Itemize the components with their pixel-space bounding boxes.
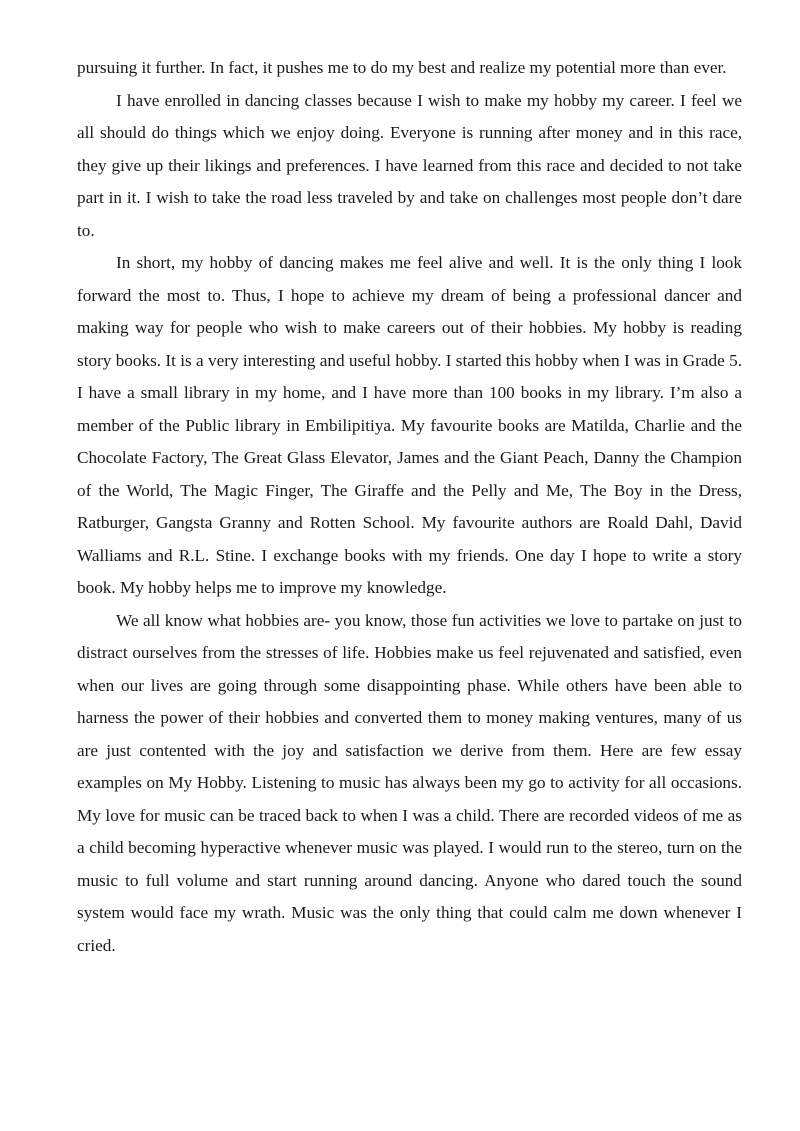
document-page <box>77 52 742 962</box>
paragraph-continuation: pursuing it further. In fact, it pushes me to do my best and realize my potential more than ever. <box>77 58 727 77</box>
paragraph-dancing-career: I have enrolled in dancing classes because I wish to make my hobby my career. I feel we all should do things which we enjoy doing. Everyone is running after money and in this race, they give up their likings and preferences. I have learned from this race and decided to not take part in it. I wish to take the road less traveled by and take on challenges most people don’t dare to. <box>77 90 742 240</box>
paragraph-music-hobby: We all know what hobbies are- you know, those fun activities we love to partake on just to distract ourselves from the stresses of life. Hobbies make us feel rejuvenated and satisfied, even when our lives are going through some disappointing phase. While others have been able to harness the power of their hobbies and converted them to money making ventures, many of us are just contented with the joy and satisfaction we derive from them. Here are few essay examples on My Hobby. Listening to music has always been my go to activity for all occasions. My love for music can be traced back to when I was a child. There are recorded videos of me as a child becoming hyperactive whenever music was played. I would run to the stereo, turn on the music to full volume and start running around dancing. Anyone who dared touch the sound system would face my wrath. Music was the only thing that could calm me down whenever I cried. <box>77 610 742 955</box>
paragraph-reading-hobby: In short, my hobby of dancing makes me feel alive and well. It is the only thing I look forward the most to. Thus, I hope to achieve my dream of being a professional dancer and making way for people who wish to make careers out of their hobbies. My hobby is reading story books. It is a very interesting and useful hobby. I started this hobby when I was in Grade 5. I have a small library in my home, and I have more than 100 books in my library. I’m also a member of the Public library in Embilipitiya. My favourite books are Matilda, Charlie and the Chocolate Factory, The Great Glass Elevator, James and the Giant Peach, Danny the Champion of the World, The Magic Finger, The Giraffe and the Pelly and Me, The Boy in the Dress, Ratburger, Gangsta Granny and Rotten School. My favourite authors are Roald Dahl, David Walliams and R.L. Stine. I exchange books with my friends. One day I hope to write a story book. My hobby helps me to improve my knowledge. <box>77 253 742 597</box>
